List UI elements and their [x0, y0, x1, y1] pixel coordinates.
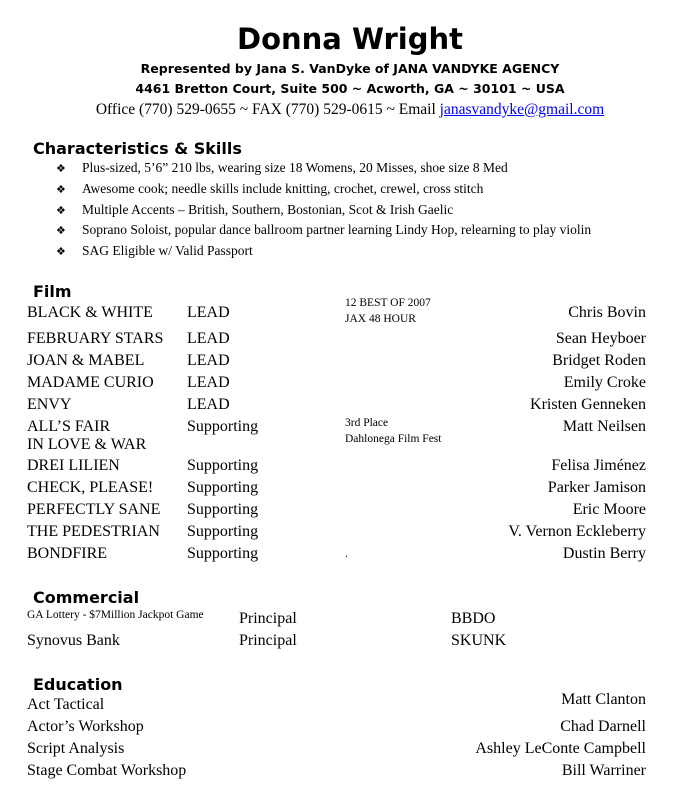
commercial-heading: Commercial	[33, 588, 140, 607]
bullet-diamond-icon: ❖	[56, 205, 66, 217]
skill-text: Plus-sized, 5’6” 210 lbs, wearing size 18 Womens, 20 Misses, shoe size 8 Med	[82, 160, 508, 175]
film-title: BLACK & WHITE	[27, 304, 153, 321]
contact-line	[0, 101, 700, 119]
film-director: Matt Neilsen	[562, 418, 646, 435]
film-heading: Film	[33, 282, 72, 301]
film-title: THE PEDESTRIAN	[27, 523, 160, 540]
education-course: Script Analysis	[27, 740, 125, 757]
skill-item	[56, 181, 483, 197]
film-director: Bridget Roden	[552, 352, 646, 369]
film-title-line2: IN LOVE & WAR	[27, 436, 147, 453]
bullet-diamond-icon: ❖	[56, 184, 66, 196]
film-director: Parker Jamison	[547, 479, 646, 496]
skill-item	[56, 160, 508, 176]
education-heading: Education	[33, 675, 123, 694]
film-title: JOAN & MABEL	[27, 352, 145, 369]
film-note: 3rd Place	[345, 417, 389, 429]
film-role: LEAD	[187, 352, 230, 369]
film-role: LEAD	[187, 304, 230, 321]
film-role: Supporting	[187, 479, 259, 496]
film-role: Supporting	[187, 545, 259, 562]
representation-line: Represented by Jana S. VanDyke of JANA VANDYKE AGENCY	[140, 61, 560, 76]
film-director: Dustin Berry	[562, 545, 646, 562]
education-course: Actor’s Workshop	[27, 718, 144, 735]
film-title: BONDFIRE	[27, 545, 108, 562]
bullet-diamond-icon: ❖	[56, 246, 66, 258]
skill-text: SAG Eligible w/ Valid Passport	[82, 243, 253, 258]
skill-item	[56, 202, 453, 218]
bullet-diamond-icon: ❖	[56, 225, 66, 237]
commercial-client: GA Lottery - $7Million Jackpot Game	[27, 609, 204, 621]
film-note: .	[345, 548, 348, 560]
film-director: Felisa Jiménez	[551, 457, 646, 474]
commercial-agency: SKUNK	[451, 632, 507, 649]
film-role: LEAD	[187, 396, 230, 413]
skill-text: Soprano Soloist, popular dance ballroom partner learning Lindy Hop, relearning to play violin	[82, 222, 592, 237]
film-director: Kristen Genneken	[530, 396, 646, 413]
contact-phones: Office (770) 529-0655 ~ FAX (770) 529-0615 ~ Email	[95, 101, 440, 118]
commercial-role: Principal	[239, 610, 297, 627]
skill-text: Multiple Accents – British, Southern, Bostonian, Scot & Irish Gaelic	[82, 202, 454, 217]
film-role: Supporting	[187, 501, 259, 518]
film-role: Supporting	[187, 457, 259, 474]
education-course: Act Tactical	[27, 696, 105, 713]
agency-address: 4461 Bretton Court, Suite 500 ~ Acworth, GA ~ 30101 ~ USA	[135, 81, 565, 96]
commercial-role: Principal	[239, 632, 297, 649]
actor-name: Donna Wright	[237, 22, 463, 56]
education-teacher: Bill Warriner	[561, 762, 646, 779]
film-note: JAX 48 HOUR	[345, 313, 416, 325]
skill-item	[56, 222, 591, 238]
film-title: FEBRUARY STARS	[27, 330, 164, 347]
commercial-agency: BBDO	[451, 610, 496, 627]
film-title: MADAME CURIO	[27, 374, 154, 391]
education-course: Stage Combat Workshop	[27, 762, 187, 779]
film-role: LEAD	[187, 374, 230, 391]
film-role: Supporting	[187, 523, 259, 540]
film-title: PERFECTLY SANE	[27, 501, 161, 518]
film-note: 12 BEST OF 2007	[345, 297, 431, 309]
film-director: V. Vernon Eckleberry	[508, 523, 646, 540]
bullet-diamond-icon: ❖	[56, 163, 66, 175]
email-link[interactable]: janasvandyke@gmail.com	[439, 101, 605, 118]
skills-heading: Characteristics & Skills	[33, 139, 242, 158]
film-role: Supporting	[187, 418, 259, 435]
film-director: Sean Heyboer	[555, 330, 646, 347]
skill-item	[56, 243, 253, 259]
film-director: Eric Moore	[572, 501, 646, 518]
education-teacher: Ashley LeConte Campbell	[475, 740, 646, 757]
commercial-client: Synovus Bank	[27, 632, 120, 649]
film-note: Dahlonega Film Fest	[345, 433, 442, 445]
film-title: DREI LILIEN	[27, 457, 120, 474]
film-director: Chris Bovin	[568, 304, 646, 321]
skill-text: Awesome cook; needle skills include knitting, crochet, crewel, cross stitch	[82, 181, 484, 196]
education-teacher: Chad Darnell	[560, 718, 646, 735]
film-director: Emily Croke	[563, 374, 646, 391]
film-role: LEAD	[187, 330, 230, 347]
film-title: CHECK, PLEASE!	[27, 479, 154, 496]
film-title: ENVY	[27, 396, 72, 413]
education-teacher: Matt Clanton	[561, 691, 646, 708]
film-title: ALL’S FAIR	[27, 418, 111, 435]
